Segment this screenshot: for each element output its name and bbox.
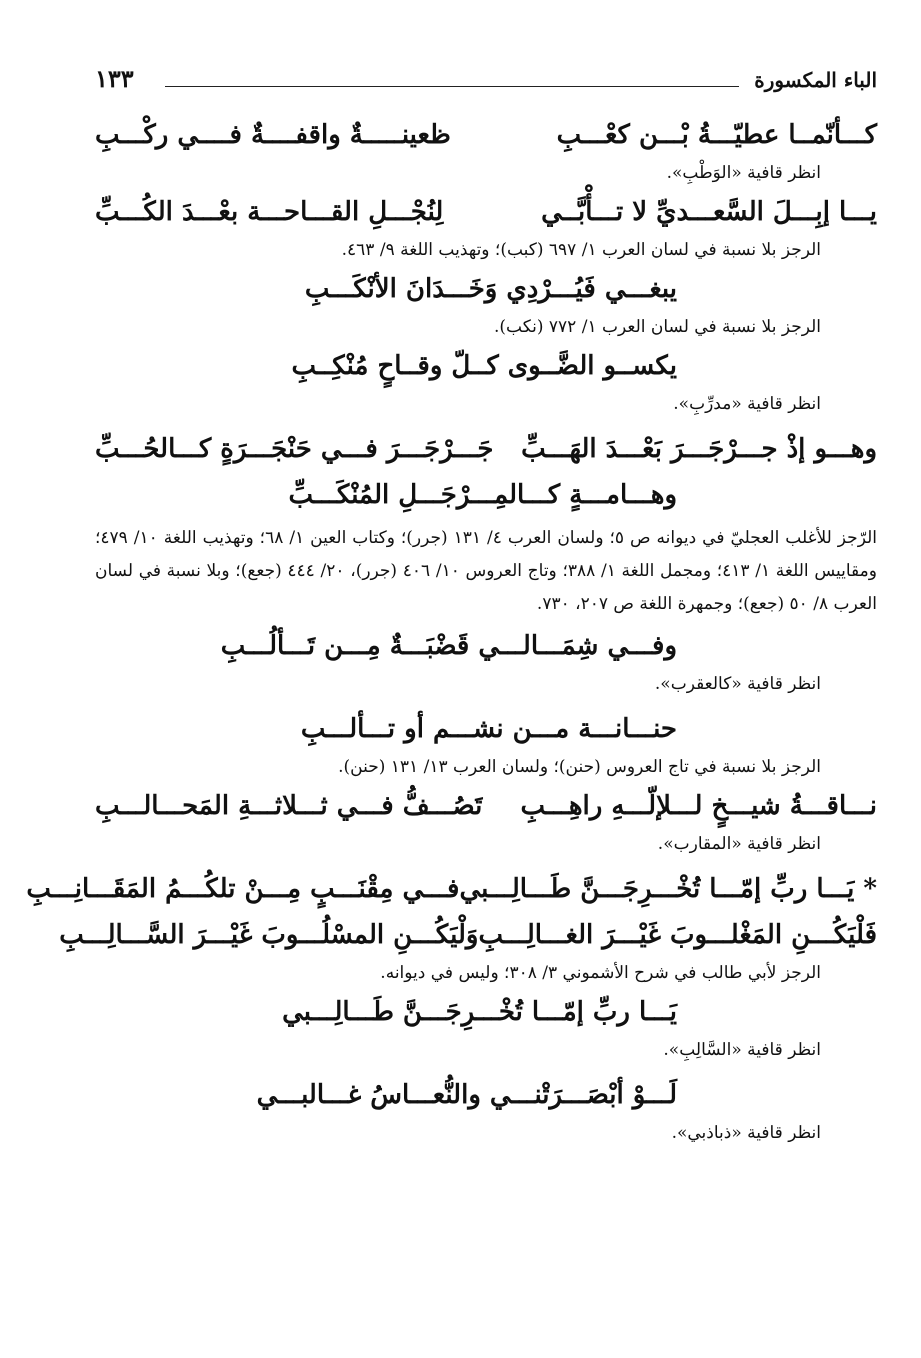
verse-second-hemistich: تَصُـــفُّ فـــي ثـــلاثـــةِ المَحـــالـــبِ [95,791,483,821]
verse-single-line: لَـــوْ أبْصَـــرَتْنـــي والنُّعـــاسُ غـــالبـــي [256,1080,677,1110]
verse-single-line: يبغـــي فَيُـــرْدِي وَخَـــدَانَ الأنْكَـــبِ [304,274,677,304]
verse-second-hemistich: لِنُجْـــلِ القـــاحـــة بعْـــدَ الكُـــبِّ [95,197,444,227]
verse-line [95,783,877,829]
verse-line [59,912,877,958]
reference-note: الرجز بلا نسبة في لسان العرب ١/ ٦٩٧ (كبب)؛ وتهذيب اللغة ٩/ ٤٦٣. [341,240,821,260]
verse-second-hemistich: جَـــرْجَـــرَ فـــي حَنْجَـــرَةٍ كـــالحُـــبِّ [95,434,494,464]
reference-note: انظر قافية «الوَطْبِ». [666,163,821,183]
page-body [26,112,877,1149]
page-number: ١٣٣ [95,64,134,93]
verse-first-hemistich: يـــا إبِـــلَ السَّعـــديِّ لا تـــأْبَّــي [541,197,877,227]
reference-note: انظر قافية «مدرِّبِ». [673,394,821,414]
verse-line [95,112,877,158]
reference-note: الرجز بلا نسبة في تاج العروس (حنن)؛ ولسان العرب ١٣/ ١٣١ (حنن). [338,757,821,777]
reference-note: انظر قافية «كالعقرب». [654,674,821,694]
verse-first-hemistich: * يَـــا ربِّ إمّـــا تُخْـــرِجَـــنَّ طَـــالِـــبي [459,874,877,904]
reference-note: الرجز لأبي طالب في شرح الأشموني ٣/ ٣٠٨؛ وليس في ديوانه. [380,963,821,983]
reference-note: انظر قافية «السَّالِبِ». [663,1040,821,1060]
verse-second-hemistich: وَلْيَكُـــنِ المسْلُـــوبَ غَيْـــرَ السَّـــالِـــبِ [59,920,479,950]
reference-paragraph: الرّجز للأغلب العجليّ في ديوانه ص ٥؛ ولسان العرب ٤/ ١٣١ (جرر)؛ وكتاب العين ١/ ٦٨؛ وتهذيب اللغة ١٠/ ٤٧٩؛ ومقاييس اللغة ١/ ٤١٣؛ ومجمل اللغة ١/ ٣٨٨؛ وتاج العروس ١٠/ ٤٠٦ (جرر)، ٢٠/ ٤٤٤ (جعع)؛ وبلا نسبة في لسان العرب ٨/ ٥٠ (جعع)؛ وجمهرة اللغة ص ٢٠٧، ٧٣٠. [95,528,877,614]
verse-second-hemistich: فـــي مِقْنَـــبٍ مِـــنْ تلكُـــمُ المَقَـــانِـــبِ [26,874,460,904]
reference-note: انظر قافية «المقارب». [657,834,821,854]
verse-line [95,426,877,472]
header-rule [165,86,739,87]
verse-single-line: يكســو الضَّــوى كــلّ وقــاحٍ مُنْكِــبِ [291,351,677,381]
verse-first-hemistich: كـــأنّمــا عطيّـــةُ بْـــن كعْـــبِ [556,120,877,150]
verse-second-hemistich: ظعينـــــةٌ واقفــــةٌ فــــي ركْـــبِ [95,120,451,150]
verse-first-hemistich: فَلْيَكُـــنِ المَغْلـــوبَ غَيْـــرَ الغـــالِـــبِ [478,920,877,950]
reference-note: الرجز بلا نسبة في لسان العرب ١/ ٧٧٢ (نكب). [494,317,821,337]
verse-first-hemistich: وهـــو إذْ جـــرْجَـــرَ بَعْـــدَ الهَـــبِّ [521,434,877,464]
chapter-title: الباء المكسورة [754,68,877,92]
verse-single-line: يَـــا ربِّ إمّـــا تُخْـــرِجَـــنَّ طَـــالِـــبي [282,997,677,1027]
verse-line [26,866,877,912]
verse-single-line: وفـــي شِمَـــالـــي قَضْبَـــةٌ مِـــن تَـــألُـــبِ [220,631,677,661]
page-header [95,62,877,102]
reference-note: انظر قافية «ذباذبي». [671,1123,821,1143]
verse-first-hemistich: نـــاقـــةُ شيـــخٍ لـــلإلّـــهِ راهِـــبِ [520,791,877,821]
verse-single-line: وهـــامـــةٍ كـــالمِـــرْجَـــلِ المُنْكَـــبِّ [288,480,677,510]
verse-line [95,189,877,235]
verse-single-line: حنـــانـــة مـــن نشـــم أو تـــألـــبِ [300,714,677,744]
